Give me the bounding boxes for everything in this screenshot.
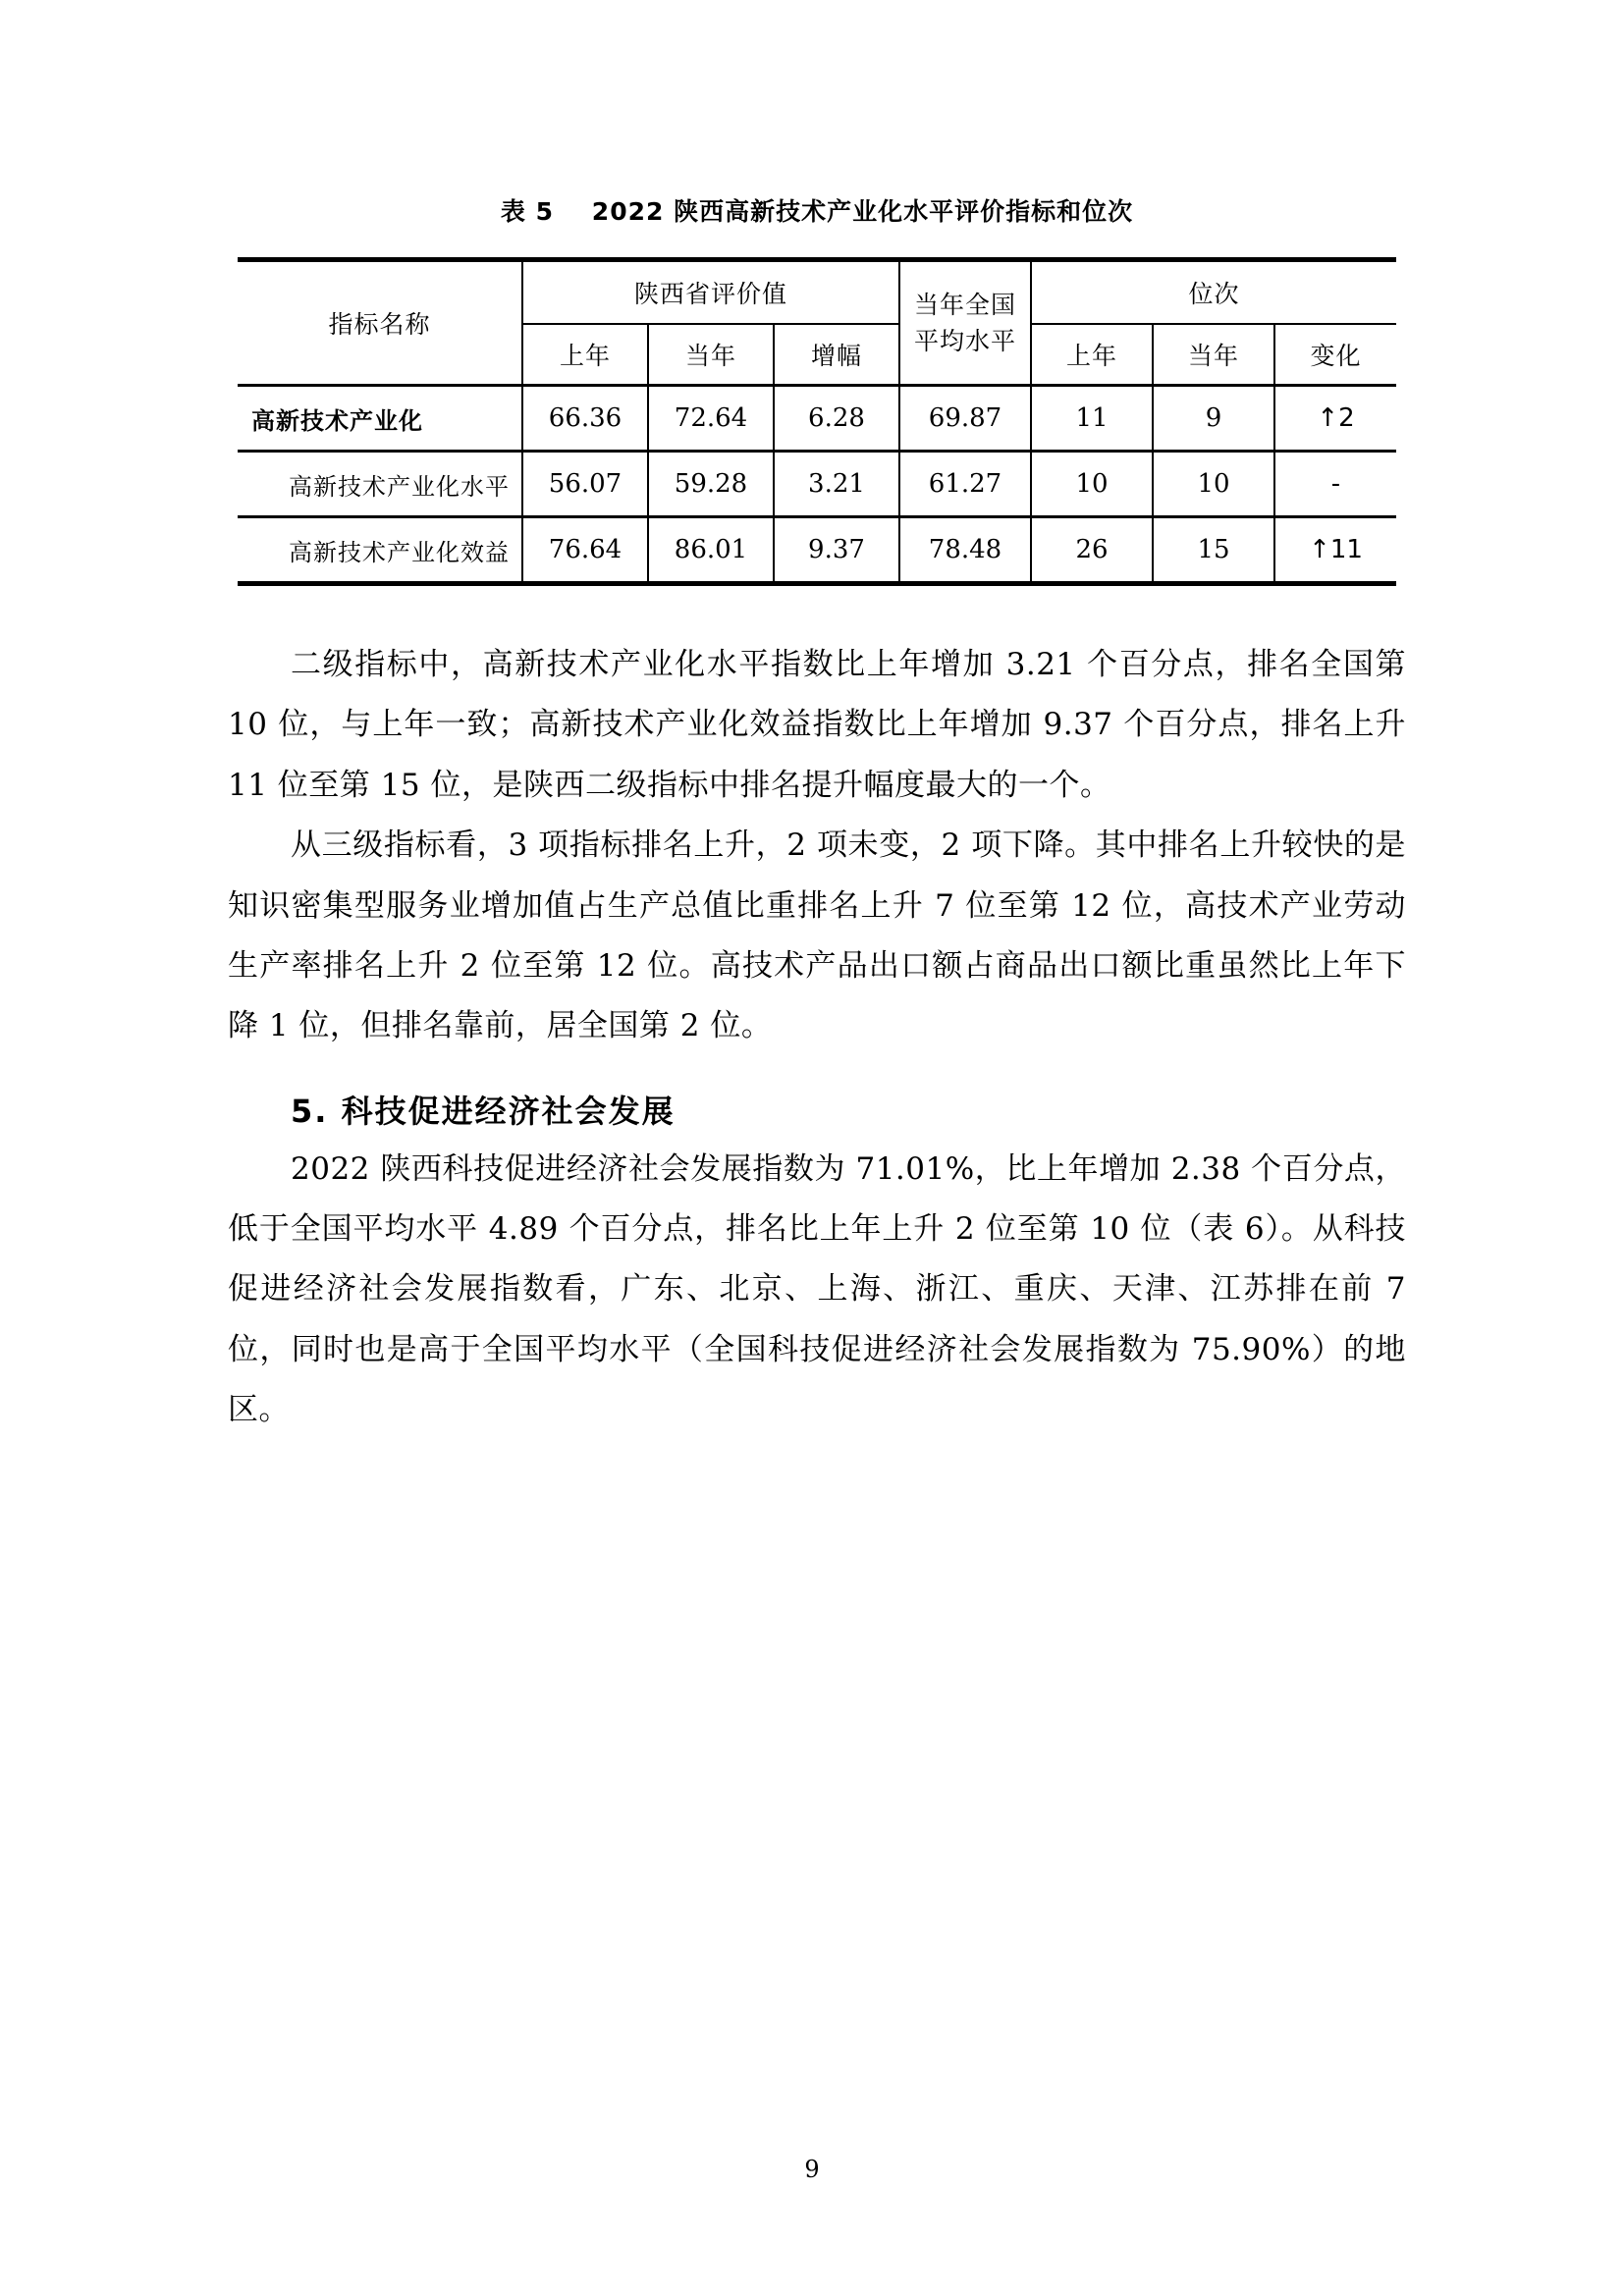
header-national-average <box>899 260 1031 386</box>
row-increase: 3.21 <box>774 452 899 517</box>
table-body <box>238 386 1396 584</box>
header-national-average-line1: 当年全国 <box>913 290 1016 319</box>
header-group-province: 陕西省评价值 <box>522 260 899 325</box>
row-national-avg: 69.87 <box>899 386 1031 452</box>
row-national-avg: 61.27 <box>899 452 1031 517</box>
row-label: 高新技术产业化水平 <box>238 452 522 517</box>
header-national-average-line2: 平均水平 <box>913 327 1016 355</box>
row-curr-year: 59.28 <box>648 452 774 517</box>
header-prov-prev-year: 上年 <box>522 324 648 386</box>
paragraph-sci-tech-promotion: 2022 陕西科技促进经济社会发展指数为 71.01%，比上年增加 2.38 个百分点，低于全国平均水平 4.89 个百分点，排名比上年上升 2 位至第 10 位（表 6）。从科技促进经济社会发展指数看，广东、北京、上海、浙江、重庆、天津、江苏排在前 7 位，同时也是高于全国平均水平（全国科技促进经济社会发展指数为 75.90%）的地区。 <box>228 1150 1406 1428</box>
row-rank-prev: 10 <box>1031 452 1153 517</box>
row-label: 高新技术产业化效益 <box>238 517 522 584</box>
row-rank-curr: 9 <box>1153 386 1274 452</box>
table-row <box>238 452 1396 517</box>
row-increase: 6.28 <box>774 386 899 452</box>
row-rank-prev: 26 <box>1031 517 1153 584</box>
row-rank-change: - <box>1274 452 1396 517</box>
table-head <box>238 260 1396 386</box>
table-row <box>238 386 1396 452</box>
row-label: 高新技术产业化 <box>238 386 522 452</box>
header-rank-change: 变化 <box>1274 324 1396 386</box>
paragraph-tertiary-indicators: 从三级指标看，3 项指标排名上升，2 项未变，2 项下降。其中排名上升较快的是知识密集型服务业增加值占生产总值比重排名上升 7 位至第 12 位，高技术产业劳动生产率排名上升 2 位至第 12 位。高技术产品出口额占商品出口额比重虽然比上年下降 1 位，但排名靠前，居全国第 2 位。 <box>228 828 1406 1044</box>
header-prov-curr-year: 当年 <box>648 324 774 386</box>
row-curr-year: 72.64 <box>648 386 774 452</box>
row-increase: 9.37 <box>774 517 899 584</box>
row-rank-prev: 11 <box>1031 386 1153 452</box>
paragraph-secondary-indicators: 二级指标中，高新技术产业化水平指数比上年增加 3.21 个百分点，排名全国第 10 位，与上年一致；高新技术产业化效益指数比上年增加 9.37 个百分点，排名上升 11 位至第 15 位，是陕西二级指标中排名提升幅度最大的一个。 <box>228 647 1406 803</box>
row-national-avg: 78.48 <box>899 517 1031 584</box>
header-rank-prev-year: 上年 <box>1031 324 1153 386</box>
table-header-row-1 <box>238 260 1396 325</box>
row-rank-change: ↑2 <box>1274 386 1396 452</box>
row-prev-year: 56.07 <box>522 452 648 517</box>
section-heading-5: 5. 科技促进经济社会发展 <box>291 1092 676 1130</box>
table-container <box>238 257 1396 586</box>
page-number: 9 <box>804 2156 820 2183</box>
row-rank-change: ↑11 <box>1274 517 1396 584</box>
header-prov-increase: 增幅 <box>774 324 899 386</box>
row-rank-curr: 15 <box>1153 517 1274 584</box>
header-indicator-name: 指标名称 <box>238 260 522 386</box>
indicator-table <box>238 257 1396 586</box>
row-prev-year: 76.64 <box>522 517 648 584</box>
page-content <box>228 0 1406 1441</box>
table-row <box>238 517 1396 584</box>
row-rank-curr: 10 <box>1153 452 1274 517</box>
header-rank-curr-year: 当年 <box>1153 324 1274 386</box>
table-caption: 表 5 2022 陕西高新技术产业化水平评价指标和位次 <box>500 197 1134 226</box>
row-prev-year: 66.36 <box>522 386 648 452</box>
header-group-rank: 位次 <box>1031 260 1396 325</box>
row-curr-year: 86.01 <box>648 517 774 584</box>
